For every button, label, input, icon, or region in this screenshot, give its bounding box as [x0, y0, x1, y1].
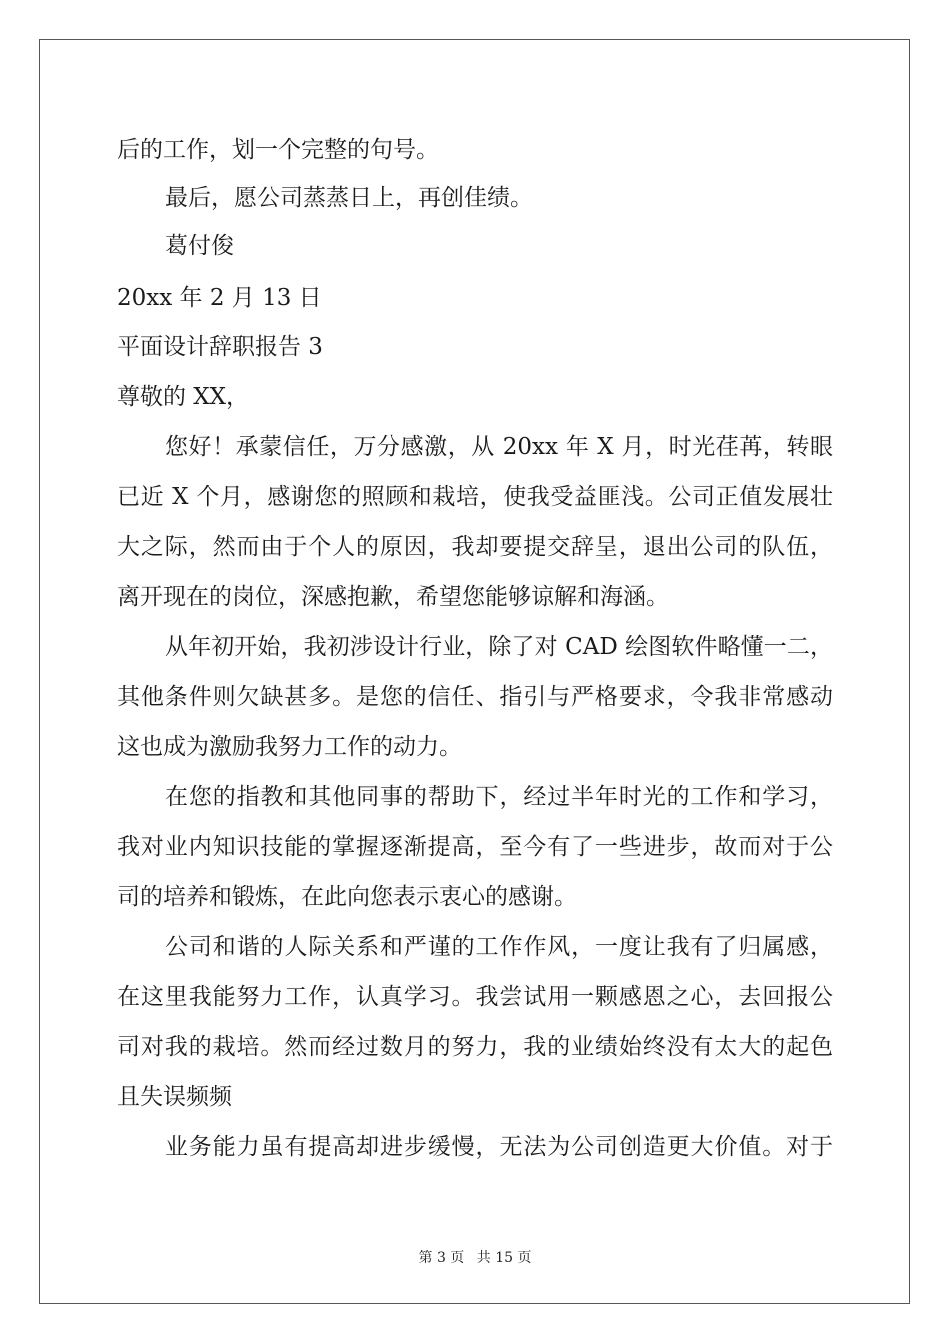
text-line: 最后，愿公司蒸蒸日上，再创佳绩。 — [165, 185, 533, 211]
text-line: 在您的指教和其他同事的帮助下，经过半年时光的工作和学习， — [165, 784, 833, 810]
text-line: 大之际，然而由于个人的原因，我却要提交辞呈，退出公司的队伍， — [117, 534, 833, 560]
text-line: 公司和谐的人际关系和严谨的工作作风，一度让我有了归属感， — [165, 934, 833, 960]
text-line: 离开现在的岗位，深感抱歉，希望您能够谅解和海涵。 — [117, 584, 669, 610]
page-footer — [0, 1247, 950, 1267]
salutation: 尊敬的 XX， — [117, 384, 250, 410]
signature-name: 葛付俊 — [165, 233, 234, 259]
date-line: 20xx 年 2 月 13 日 — [117, 285, 322, 311]
text-line: 司对我的栽培。然而经过数月的努力，我的业绩始终没有太大的起色 — [117, 1034, 833, 1060]
text-line: 司的培养和锻炼，在此向您表示衷心的感谢。 — [117, 884, 577, 910]
page-border — [39, 39, 910, 1304]
section-title: 平面设计辞职报告 3 — [117, 334, 323, 360]
text-line: 我对业内知识技能的掌握逐渐提高，至今有了一些进步，故而对于公 — [117, 834, 833, 860]
page-total: 共 15 页 — [476, 1250, 532, 1266]
page-number: 第 3 页 — [418, 1250, 465, 1266]
text-line: 已近 X 个月，感谢您的照顾和栽培，使我受益匪浅。公司正值发展壮 — [117, 484, 833, 510]
text-line: 这也成为激励我努力工作的动力。 — [117, 734, 462, 760]
text-line: 其他条件则欠缺甚多。是您的信任、指引与严格要求，令我非常感动 — [117, 684, 833, 710]
text-line: 从年初开始，我初涉设计行业，除了对 CAD 绘图软件略懂一二， — [165, 634, 833, 660]
text-line: 后的工作，划一个完整的句号。 — [117, 137, 439, 163]
text-line: 您好！承蒙信任，万分感激，从 20xx 年 X 月，时光荏苒，转眼 — [165, 434, 833, 460]
text-line: 业务能力虽有提高却进步缓慢，无法为公司创造更大价值。对于 — [165, 1134, 833, 1160]
text-line: 在这里我能努力工作，认真学习。我尝试用一颗感恩之心，去回报公 — [117, 984, 833, 1010]
text-line: 且失误频频 — [117, 1084, 232, 1110]
